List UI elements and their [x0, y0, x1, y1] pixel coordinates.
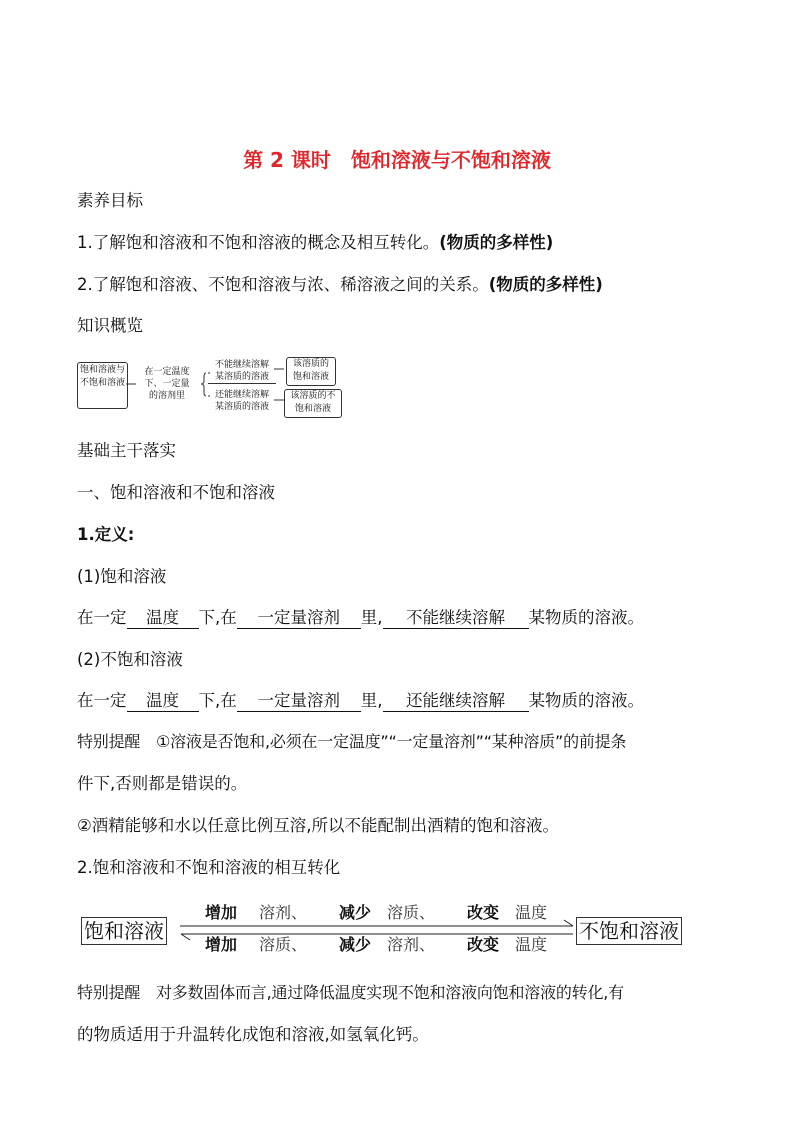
definition-blank: 一定量溶剂: [237, 691, 361, 712]
conversion-text: 溶剂、: [259, 903, 308, 922]
definition-blank: 还能继续溶解: [383, 691, 529, 712]
goal-tag: (物质的多样性): [439, 233, 554, 252]
conversion-fill: 减少: [338, 903, 371, 922]
goals-heading: 素养目标: [77, 191, 143, 210]
goal-text: 2.了解饱和溶液、不饱和溶液与浓、稀溶液之间的关系。: [77, 275, 489, 294]
overview-root-text: 饱和溶液与不饱和溶液: [79, 365, 125, 388]
overview-condition: [138, 366, 196, 402]
tip-3-line-2: 的物质适用于升温转化成饱和溶液,如氢氧化钙。: [77, 1025, 429, 1044]
conversion-bottom-row: [183, 935, 563, 955]
definition-blank: 温度: [127, 691, 199, 712]
overview-branch-line: 某溶质的溶液: [214, 402, 269, 412]
saturated-definition: [77, 607, 644, 629]
conversion-text: 温度: [515, 935, 548, 954]
section-heading: 基础主干落实: [77, 441, 176, 460]
overview-branch-1: [208, 359, 276, 384]
page-title: 第 2 课时 饱和溶液与不饱和溶液: [243, 148, 551, 172]
overview-condition-line: 的溶剂里: [148, 391, 185, 401]
definition-blank: 不能继续溶解: [383, 608, 529, 629]
definition-text: 在一定: [77, 691, 127, 710]
overview-heading: 知识概览: [77, 316, 143, 335]
definition-text: 某物质的溶液。: [528, 608, 644, 627]
conversion-fill: 改变: [466, 903, 499, 922]
saturated-box: 饱和溶液: [81, 917, 167, 945]
overview-result-1: [286, 357, 336, 386]
unsaturated-label: (2)不饱和溶液: [77, 650, 183, 669]
overview-branch-line: 某溶质的溶液: [214, 372, 269, 382]
definition-heading: 1.定义:: [77, 525, 135, 544]
conversion-fill: 增加: [204, 903, 237, 922]
conversion-top-row: [183, 903, 563, 923]
conversion-text: 溶质、: [259, 935, 308, 954]
conversion-text: 温度: [515, 903, 548, 922]
section-subheading: 一、饱和溶液和不饱和溶液: [77, 483, 275, 502]
overview-result-line: 该溶质的不: [290, 391, 336, 401]
saturated-label: (1)饱和溶液: [77, 567, 167, 586]
tip-1-line-1: 特别提醒 ①溶液是否饱和,必须在一定温度”“一定量溶剂”“某种溶质”的前提条: [77, 732, 627, 751]
definition-text: 在一定: [77, 608, 127, 627]
overview-branch-line: 不能继续溶解: [214, 360, 269, 370]
overview-condition-line: 在一定温度: [144, 367, 190, 377]
overview-branch-line: 还能继续溶解: [214, 390, 269, 400]
conversion-text: 溶质、: [387, 903, 436, 922]
overview-result-line: 该溶质的: [292, 359, 329, 369]
overview-result-line: 饱和溶液: [292, 372, 329, 382]
overview-result-2: [284, 389, 342, 418]
definition-text: 里,: [360, 691, 383, 710]
definition-text: 下,在: [198, 608, 237, 627]
definition-text: 某物质的溶液。: [528, 691, 644, 710]
goal-tag: (物质的多样性): [488, 275, 603, 294]
conversion-heading: 2.饱和溶液和不饱和溶液的相互转化: [77, 858, 341, 877]
tip-3-line-1: 特别提醒 对多数固体而言,通过降低温度实现不饱和溶液向饱和溶液的转化,有: [77, 983, 624, 1002]
unsaturated-box: 不饱和溶液: [576, 917, 682, 945]
conversion-fill: 改变: [466, 935, 499, 954]
tip-2: ②酒精能够和水以任意比例互溶,所以不能配制出酒精的饱和溶液。: [77, 816, 560, 835]
goal-text: 1.了解饱和溶液和不饱和溶液的概念及相互转化。: [77, 233, 440, 252]
definition-blank: 一定量溶剂: [237, 608, 361, 629]
overview-root-box: [77, 362, 128, 409]
overview-result-line: 饱和溶液: [294, 404, 331, 414]
tip-1-line-2: 件下,否则都是错误的。: [77, 774, 248, 793]
overview-branch-2: [208, 389, 276, 413]
conversion-text: 溶剂、: [387, 935, 436, 954]
definition-text: 下,在: [198, 691, 237, 710]
conversion-fill: 减少: [338, 935, 371, 954]
goal-item-2: [77, 274, 603, 296]
definition-blank: 温度: [127, 608, 199, 629]
unsaturated-definition: [77, 690, 644, 712]
overview-condition-line: 下、一定量: [144, 379, 190, 389]
goal-item-1: [77, 232, 553, 254]
definition-text: 里,: [360, 608, 383, 627]
conversion-fill: 增加: [204, 935, 237, 954]
